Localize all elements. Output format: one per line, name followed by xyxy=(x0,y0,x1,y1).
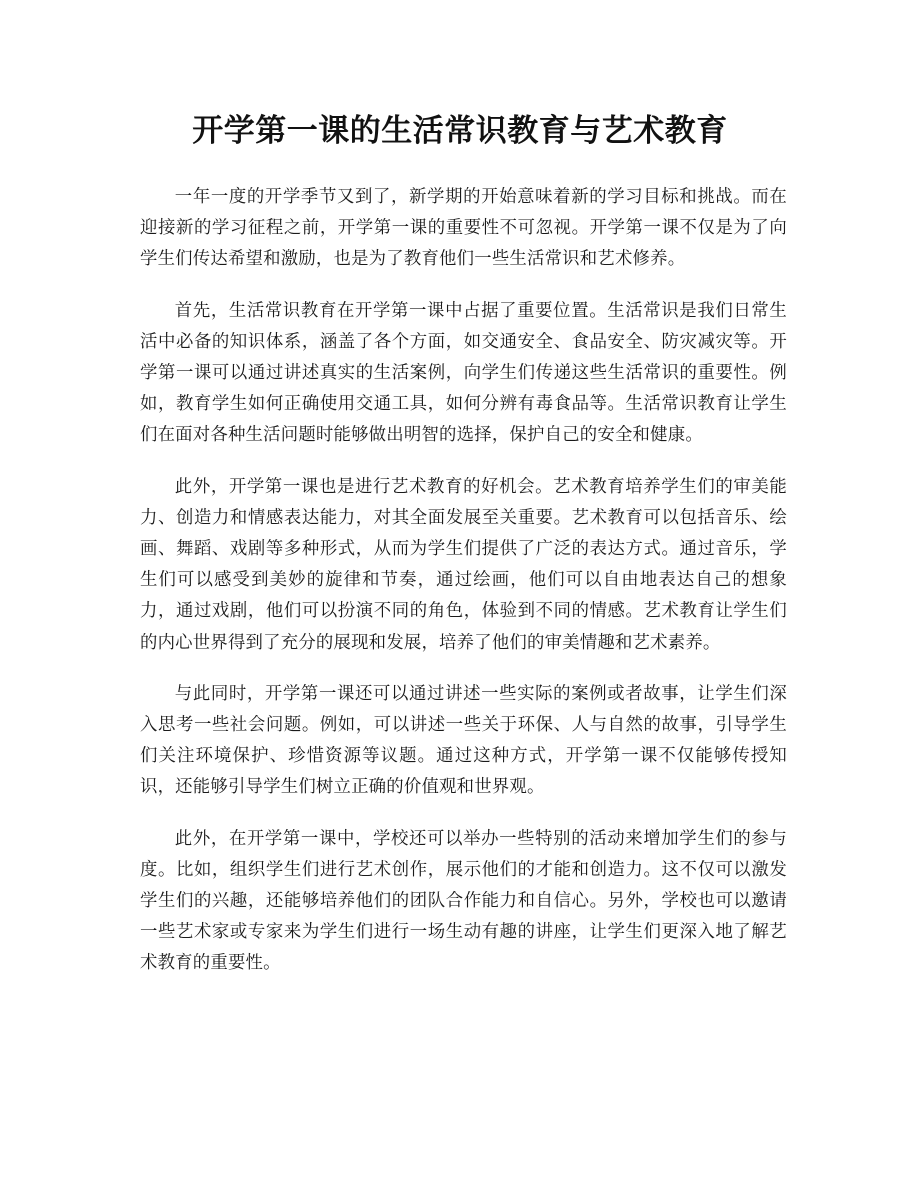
document-title: 开学第一课的生活常识教育与艺术教育 xyxy=(192,113,728,149)
paragraph-4: 与此同时，开学第一课还可以通过讲述一些实际的案例或者故事，让学生们深入思考一些社会问题。例如，可以讲述一些关于环保、人与自然的故事，引导学生们关注环境保护、珍惜资源等议题。通过这种方式，开学第一课不仅能够传授知识，还能够引导学生们树立正确的价值观和世界观。 xyxy=(140,683,787,798)
paragraph-5: 此外，在开学第一课中，学校还可以举办一些特别的活动来增加学生们的参与度。比如，组织学生们进行艺术创作，展示他们的才能和创造力。这不仅可以激发学生们的兴趣，还能够培养他们的团队合作能力和自信心。另外，学校也可以邀请一些艺术家或专家来为学生们进行一场生动有趣的讲座，让学生们更深入地了解艺术教育的重要性。 xyxy=(140,828,787,974)
document-body xyxy=(140,182,787,1000)
paragraph-1: 一年一度的开学季节又到了，新学期的开始意味着新的学习目标和挑战。而在迎接新的学习征程之前，开学第一课的重要性不可忽视。开学第一课不仅是为了向学生们传达希望和激励，也是为了教育他们一些生活常识和艺术修养。 xyxy=(140,187,787,270)
paragraph-2: 首先，生活常识教育在开学第一课中占据了重要位置。生活常识是我们日常生活中必备的知识体系，涵盖了各个方面，如交通安全、食品安全、防灾减灾等。开学第一课可以通过讲述真实的生活案例，向学生们传递这些生活常识的重要性。例如，教育学生如何正确使用交通工具，如何分辨有毒食品等。生活常识教育让学生们在面对各种生活问题时能够做出明智的选择，保护自己的安全和健康。 xyxy=(140,300,787,446)
paragraph-3: 此外，开学第一课也是进行艺术教育的好机会。艺术教育培养学生们的审美能力、创造力和情感表达能力，对其全面发展至关重要。艺术教育可以包括音乐、绘画、舞蹈、戏剧等多种形式，从而为学生们提供了广泛的表达方式。通过音乐，学生们可以感受到美妙的旋律和节奏，通过绘画，他们可以自由地表达自己的想象力，通过戏剧，他们可以扮演不同的角色，体验到不同的情感。艺术教育让学生们的内心世界得到了充分的展现和发展，培养了他们的审美情趣和艺术素养。 xyxy=(140,476,787,653)
